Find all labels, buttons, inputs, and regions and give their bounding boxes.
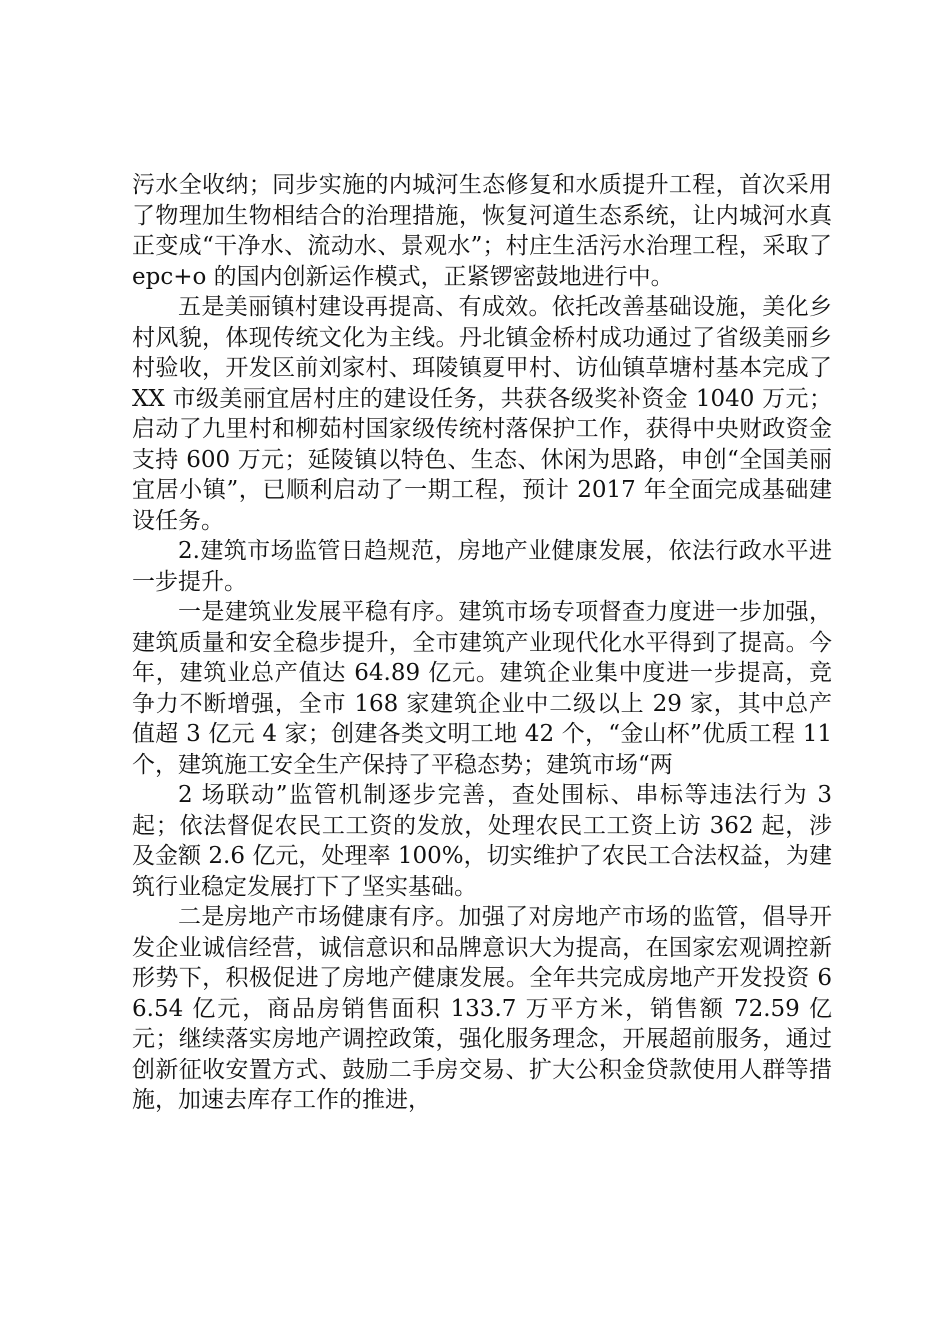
paragraph-construction-industry: 一是建筑业发展平稳有序。建筑市场专项督查力度进一步加强，建筑质量和安全稳步提升，全市建筑产业现代化水平得到了提高。今年，建筑业总产值达 64.89 亿元。建筑企业集中度进一步提高，竞争力不断增强，全市 168 家建筑企业中二级以上 29 家，其中总产值超 3 亿元 4 家；创建各类文明工地 42 个，“金山杯”优质工程 11 个，建筑施工安全生产保持了平稳态势；建筑市场“两: [132, 599, 832, 778]
paragraph-beautiful-villages: 五是美丽镇村建设再提高、有成效。依托改善基础设施，美化乡村风貌，体现传统文化为主线。丹北镇金桥村成功通过了省级美丽乡村验收，开发区前刘家村、珥陵镇夏甲村、访仙镇草塘村基本完成了 XX 市级美丽宜居村庄的建设任务，共获各级奖补资金 1040 万元；启动了九里村和柳茹村国家级传统村落保护工作，获得中央财政资金支持 600 万元；延陵镇以特色、生态、休闲为思路，申创“全国美丽宜居小镇”，已顺利启动了一期工程，预计 2017 年全面完成基础建设任务。: [132, 294, 832, 534]
paragraph-section-heading-construction: 2.建筑市场监管日趋规范，房地产业健康发展，依法行政水平进一步提升。: [132, 538, 832, 595]
document-body: [132, 170, 832, 1116]
paragraph-market-linkage: 2 场联动”监管机制逐步完善，查处围标、串标等违法行为 3 起；依法督促农民工工资的发放，处理农民工工资上访 362 起，涉及金额 2.6 亿元，处理率 100%，切实维护了农民工合法权益，为建筑行业稳定发展打下了坚实基础。: [132, 782, 832, 900]
paragraph-sewage-collection: 污水全收纳；同步实施的内城河生态修复和水质提升工程，首次采用了物理加生物相结合的治理措施，恢复河道生态系统，让内城河水真正变成“干净水、流动水、景观水”；村庄生活污水治理工程，采取了 epc+o 的国内创新运作模式，正紧锣密鼓地进行中。: [132, 172, 832, 290]
paragraph-real-estate: 二是房地产市场健康有序。加强了对房地产市场的监管，倡导开发企业诚信经营，诚信意识和品牌意识大为提高，在国家宏观调控新形势下，积极促进了房地产健康发展。全年共完成房地产开发投资 66.54 亿元，商品房销售面积 133.7 万平方米，销售额 72.59 亿元；继续落实房地产调控政策，强化服务理念，开展超前服务，通过创新征收安置方式、鼓励二手房交易、扩大公积金贷款使用人群等措施，加速去库存工作的推进，: [132, 904, 832, 1113]
